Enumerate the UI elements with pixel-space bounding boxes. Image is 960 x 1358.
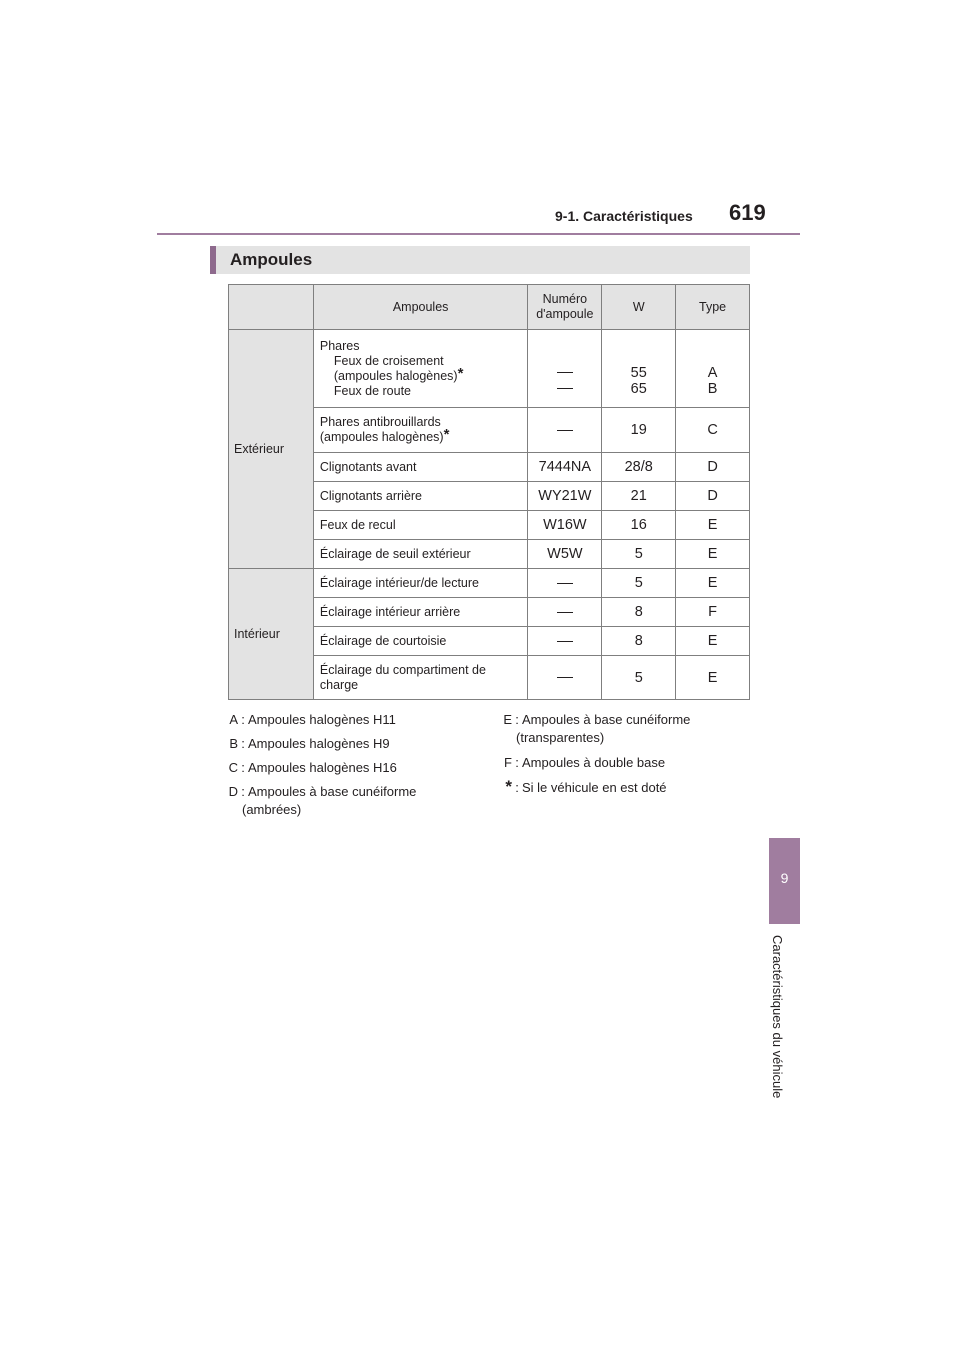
chapter-tab xyxy=(769,838,800,924)
row-name: Clignotants avant xyxy=(313,453,528,482)
footnote-star: * xyxy=(505,777,512,796)
row-watt: 21 xyxy=(602,482,676,511)
row-type: E xyxy=(676,569,750,598)
row-number xyxy=(528,627,602,656)
phares-title: Phares xyxy=(319,338,360,353)
row-watt: 16 xyxy=(602,511,676,540)
group-interior: Intérieur xyxy=(229,569,314,700)
chapter-number: 9 xyxy=(780,870,789,886)
legend-item-a: A : Ampoules halogènes H11 xyxy=(229,712,396,727)
phares-type-high: B xyxy=(707,380,718,397)
row-name: Feux de recul xyxy=(313,511,528,540)
row-name: Éclairage intérieur arrière xyxy=(313,598,528,627)
phares-type-low: A xyxy=(707,364,718,381)
fog-watt-cell: 19 xyxy=(602,408,676,453)
footnote-star: * xyxy=(457,364,464,382)
row-watt: 8 xyxy=(602,598,676,627)
section-title: Ampoules xyxy=(230,250,313,269)
chapter-label-text: Caractéristiques du véhicule xyxy=(770,935,785,1099)
row-type: E xyxy=(676,656,750,700)
table-row xyxy=(229,569,750,598)
page-number: 619 xyxy=(729,200,766,225)
row-name: Éclairage du compartiment de charge xyxy=(313,656,528,700)
legend-c-text: Ampoules halogènes H16 xyxy=(248,760,397,775)
row-type: E xyxy=(676,627,750,656)
row-watt: 28/8 xyxy=(602,453,676,482)
col-header-watt: W xyxy=(602,285,676,330)
phares-number-cell xyxy=(528,330,602,408)
row-name: Éclairage intérieur/de lecture xyxy=(313,569,528,598)
fog-type-cell: C xyxy=(676,408,750,453)
chapter-label xyxy=(770,935,795,1125)
row-type: E xyxy=(676,540,750,569)
legend-a-text: Ampoules halogènes H11 xyxy=(248,712,396,727)
row-watt: 5 xyxy=(602,569,676,598)
dash-icon xyxy=(557,430,573,431)
dash-icon xyxy=(557,612,573,613)
col-header-number-line1: Numéro xyxy=(542,292,588,306)
legend-d-text-2: (ambrées) xyxy=(242,802,302,817)
phares-low-label: Feux de croisement xyxy=(333,353,444,368)
row-watt: 5 xyxy=(602,540,676,569)
legend-d-text: Ampoules à base cunéiforme xyxy=(248,784,417,799)
phares-cell xyxy=(313,330,528,408)
legend-e-text: Ampoules à base cunéiforme xyxy=(522,712,691,727)
legend-f-text: Ampoules à double base xyxy=(522,755,666,770)
legend-e-text-2: (transparentes) xyxy=(516,730,605,745)
legend-item-b: B : Ampoules halogènes H9 xyxy=(229,736,390,751)
row-number xyxy=(528,656,602,700)
row-watt: 8 xyxy=(602,627,676,656)
row-watt: 5 xyxy=(602,656,676,700)
fog-label-2 xyxy=(319,426,522,445)
footnote-star: * xyxy=(443,426,450,443)
legend-item-e: E : Ampoules à base cunéiforme xyxy=(503,712,691,727)
legend-item-d: D : Ampoules à base cunéiforme xyxy=(228,784,417,799)
dash-icon xyxy=(557,583,573,584)
row-type: F xyxy=(676,598,750,627)
fog-sub: (ampoules halogènes) xyxy=(319,430,444,444)
row-name: Éclairage de seuil extérieur xyxy=(313,540,528,569)
row-number: 7444NA xyxy=(528,453,602,482)
phares-watt-high: 65 xyxy=(630,380,647,397)
legend-b-text: Ampoules halogènes H9 xyxy=(248,736,390,751)
row-name: Clignotants arrière xyxy=(313,482,528,511)
row-type: D xyxy=(676,482,750,511)
fog-label-1: Phares antibrouillards xyxy=(319,415,441,429)
row-number xyxy=(528,598,602,627)
header-rule xyxy=(157,233,800,235)
fog-cell xyxy=(313,408,528,453)
col-header-type: Type xyxy=(676,285,750,330)
group-exterior: Extérieur xyxy=(229,330,314,569)
section-heading: 9-1. Caractéristiques xyxy=(555,208,693,224)
legend-star-text: Si le véhicule en est doté xyxy=(522,780,667,795)
phares-watt-cell xyxy=(602,330,676,408)
row-number: WY21W xyxy=(528,482,602,511)
row-name: Éclairage de courtoisie xyxy=(313,627,528,656)
table-row xyxy=(229,330,750,408)
legend-item-c: C : Ampoules halogènes H16 xyxy=(228,760,397,775)
dash-icon xyxy=(557,388,573,389)
row-number: W16W xyxy=(528,511,602,540)
row-number: W5W xyxy=(528,540,602,569)
section-title-bar xyxy=(210,246,750,274)
phares-low-sub: (ampoules halogènes) xyxy=(333,368,458,383)
row-type: E xyxy=(676,511,750,540)
table-header-row xyxy=(229,285,750,330)
col-header-number-line2: d'ampoule xyxy=(536,307,594,321)
phares-high-label: Feux de route xyxy=(333,383,412,398)
dash-icon xyxy=(557,372,573,373)
dash-icon xyxy=(557,641,573,642)
phares-type-cell xyxy=(676,330,750,408)
phares-low-label-2 xyxy=(320,364,522,384)
bulbs-table xyxy=(228,284,750,700)
legend-item-star: * : Si le véhicule en est doté xyxy=(492,779,667,796)
fog-number-cell xyxy=(528,408,602,453)
phares-watt-low: 55 xyxy=(630,364,647,381)
col-header-group xyxy=(229,285,314,330)
dash-icon xyxy=(557,677,573,678)
row-number xyxy=(528,569,602,598)
col-header-bulbs: Ampoules xyxy=(313,285,528,330)
col-header-number xyxy=(528,285,602,330)
row-type: D xyxy=(676,453,750,482)
legend-item-f: F : Ampoules à double base xyxy=(504,755,666,770)
